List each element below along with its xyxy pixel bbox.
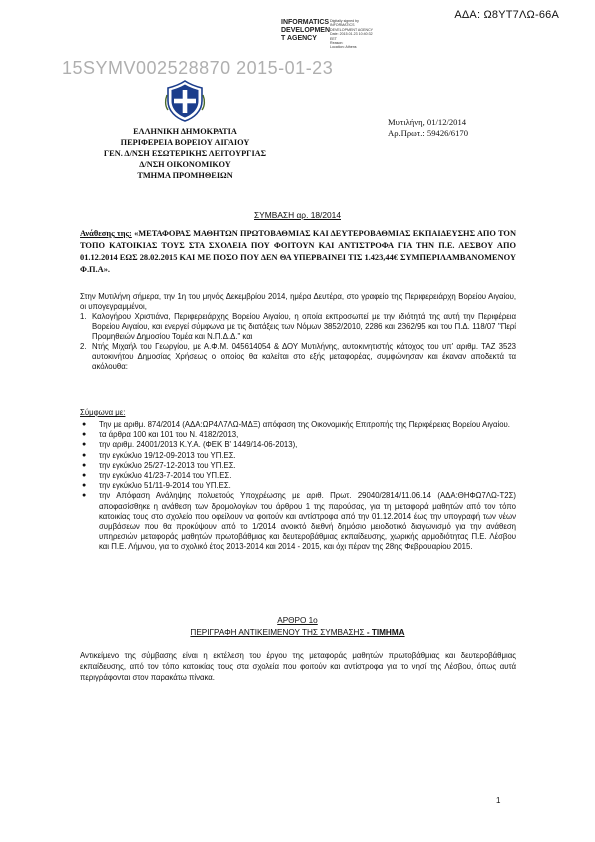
contracting-parties-list: [80, 312, 516, 372]
list-item: ● Την με αριθμ. 874/2014 (ΑΔΑ:ΩΡ4Λ7ΛΩ-ΜΔΞ) απόφαση της Οικονομικής Επιτροπής της Περιφέρειας Βορείου Αιγαίου.: [82, 420, 510, 429]
greek-emblem-icon: [164, 80, 206, 122]
bullet-icon: ●: [82, 451, 87, 459]
intro-paragraph: Στην Μυτιλήνη σήμερα, την 1η του μηνός Δεκεμβρίου 2014, ημέρα Δευτέρα, στο γραφείο της Περιφερειάρχη Βορείου Αιγαίου, οι υπογεγραμμένοι,: [80, 292, 516, 311]
legal-basis-list: [80, 420, 516, 553]
list-item: ● την εγκύκλιο 41/23-7-2014 του ΥΠ.ΕΣ.: [82, 471, 232, 481]
according-to-label: Σύμφωνα με:: [80, 408, 126, 417]
list-item: ● την εγκύκλιο 25/27-12-2013 του ΥΠ.ΕΣ.: [82, 460, 236, 470]
list-item: ● την αριθμ. 24001/2013 Κ.Υ.Α. (ΦΕΚ Β' 1449/14-06-2013),: [82, 440, 298, 450]
bullet-icon: ●: [82, 431, 87, 439]
document-date: Μυτιλήνη, 01/12/2014: [388, 117, 467, 127]
page-number: 1: [496, 796, 501, 805]
bullet-icon: ●: [82, 472, 87, 480]
protocol-number: Αρ.Πρωτ.: 59426/6170: [388, 128, 468, 138]
digital-signature-block[interactable]: Digitally signed by INFORMATICS DEVELOPMENT AGENCY Date: 2015.01.23 10:40:32 EET Reason: Location: Athens: [330, 19, 374, 50]
list-item: ● τα άρθρα 100 και 101 του Ν. 4182/2013,: [82, 430, 239, 440]
contract-title: ΣΥΜΒΑΣΗ αρ. 18/2014: [254, 210, 341, 220]
bullet-icon: ●: [82, 421, 87, 428]
issuing-authority-header: ΕΛΛΗΝΙΚΗ ΔΗΜΟΚΡΑΤΙΑ ΠΕΡΙΦΕΡΕΙΑ ΒΟΡΕΙΟΥ ΑΙΓΑΙΟΥ ΓΕΝ. Δ/ΝΣΗ ΕΣΩΤΕΡΙΚΗΣ ΛΕΙΤΟΥΡΓΙΑΣ Δ/ΝΣΗ ΟΙΚΟΝΟΜΙΚΟΥ ΤΜΗΜΑ ΠΡΟΜΗΘΕΙΩΝ: [103, 127, 267, 180]
informatics-agency-label: INFORMATICS DEVELOPMEN T AGENCY: [281, 19, 331, 42]
list-item: 1. Καλογήρου Χριστιάνα, Περιφερειάρχης Βορείου Αιγαίου, η οποία εκπροσωπεί με την ιδιότητά της αυτή την Περιφέρεια Βορείου Αιγαίου, και ενεργεί σύμφωνα με τις διατάξεις των Νόμων 3852/2010, 2286 και 2362/95 και του Π.Δ. 118/07 "Περί Προμηθειών Δημοσίου Τομέα και Ν.Π.Δ.Δ." και: [80, 312, 516, 341]
list-item: ● την εγκύκλιο 19/12-09-2013 του ΥΠ.ΕΣ.: [82, 450, 236, 460]
bullet-icon: ●: [82, 441, 87, 449]
subject-label: Ανάθεσης της:: [80, 229, 132, 238]
diavgeia-watermark: 15SYMV002528870 2015-01-23: [62, 58, 334, 78]
bullet-icon: ●: [82, 482, 87, 490]
article-title: ΠΕΡΙΓΡΑΦΗ ΑΝΤΙΚΕΙΜΕΝΟΥ ΤΗΣ ΣΥΜΒΑΣΗΣ - ΤΙΜΗΜΑ: [190, 628, 405, 637]
ada-code: ΑΔΑ: Ω8ΥΤ7ΛΩ-66Α: [454, 9, 559, 21]
list-item: ● την εγκύκλιο 51/11-9-2014 του ΥΠ.ΕΣ.: [82, 481, 231, 491]
article-body: Αντικείμενο της σύμβασης είναι η εκτέλεση του έργου της μεταφοράς μαθητών πρωτοβάθμιας και δευτεροβάθμιας εκπαίδευσης, από τον τόπο κατοικίας τους στα σχολεία που φοιτούν και αντίστροφα για το νησί της Λέσβου, όπως αυτά περιγράφονται στον παρακάτω πίνακα.: [80, 651, 516, 682]
article-number: ΑΡΘΡΟ 1ο: [277, 616, 318, 625]
subject-text: «ΜΕΤΑΦΟΡΑΣ ΜΑΘΗΤΩΝ ΠΡΩΤΟΒΑΘΜΙΑΣ ΚΑΙ ΔΕΥΤΕΡΟΒΑΘΜΙΑΣ ΕΚΠΑΙΔΕΥΣΗΣ ΑΠΟ ΤΟΝ ΤΟΠΟ ΚΑΤΟΙΚΙΑΣ ΤΟΥΣ ΣΤΑ ΣΧΟΛΕΙΑ ΠΟΥ ΦΟΙΤΟΥΝ ΚΑΙ ΑΝΤΙΣΤΡΟΦΑ ΓΙΑ ΤΗΝ Π.Ε. ΛΕΣΒΟΥ ΑΠΟ 01.12.2014 ΕΩΣ 28.02.2015 ΚΑΙ ΜΕ ΠΟΣΟ ΠΟΥ ΔΕΝ ΘΑ ΥΠΕΡΒΑΙΝΕΙ ΤΙΣ 1.423,44€ ΣΥΜΠΕΡΙΛΑΜΒΑΝΟΜΕΝΟΥ Φ.Π.Α».: [80, 229, 516, 274]
contract-subject: [80, 228, 516, 276]
list-item: 2. Ντής Μιχαήλ του Γεωργίου, με Α.Φ.Μ. 045614054 & ΔΟΥ Μυτιλήνης, αυτοκινητιστής κάτοχος του υπ' αριθμ. ΤΑΖ 3523 αυτοκινήτου Δημοσίας Χρήσεως ο οποίος θα καλείται στο εξής μεταφορέας, συμφώνησαν και έκαναν αποδεκτά τα ακόλουθα:: [80, 342, 516, 371]
bullet-icon: ●: [82, 461, 87, 469]
list-item: ● την Απόφαση Ανάληψης πολυετούς Υποχρέωσης με αριθ. Πρωτ. 29040/2814/11.06.14 (ΑΔΑ:ΘΗΦΩ7ΛΩ-Τ2Σ) αποφασίσθηκε η ανάθεση των δρομολογίων του άρθρου 1 της παρούσας, για τη μεταφορά μαθητών από τον τόπο κατοικίας τους στο σχολείο που οφείλουν να φοιτούν και αντίστροφα από την 01.12.2014 έως την υπογραφή των νέων συμβάσεων που θα προκύψουν από το 1/2014 ανοικτό διεθνή δημόσιο μειοδοτικό διαγωνισμό για την ανάθεση υπηρεσιών μεταφοράς μαθητών πρωτοβάθμιας και δευτεροβάθμιας εκπαίδευσης, χωρικής αρμοδιότητας Π.Ε. Λέσβου και Π.Ε. Λήμνου, για το σχολικό έτος 2013-2014 και 2014 - 2015, και όχι πέραν της 28ης Φεβρουαρίου 2015.: [82, 491, 516, 552]
bullet-icon: ●: [82, 492, 87, 500]
date-and-protocol: [388, 117, 468, 139]
